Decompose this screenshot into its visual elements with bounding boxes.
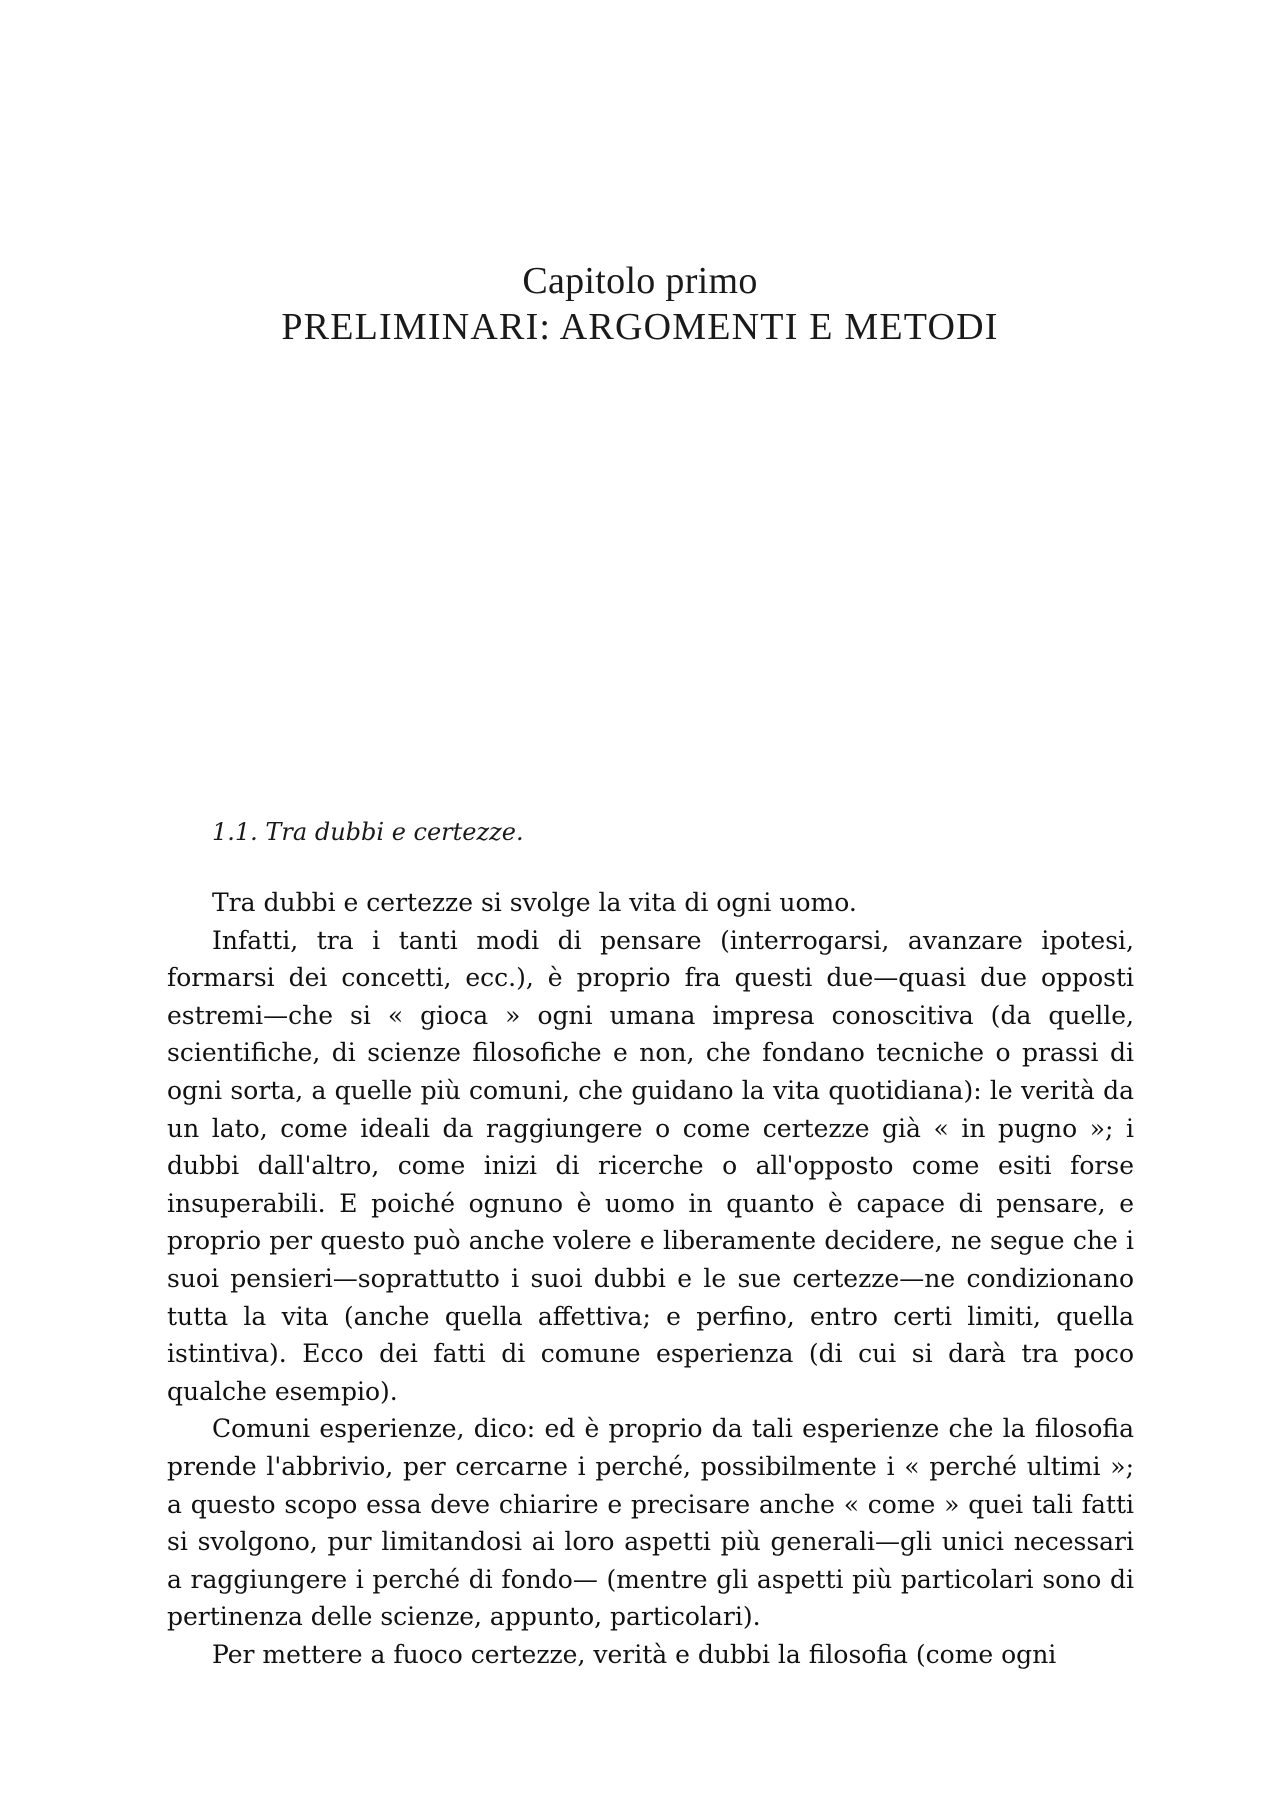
paragraph: Infatti, tra i tanti modi di pensare (interrogarsi, avanzare ipotesi, formarsi dei concetti, ecc.), è proprio fra questi due—quasi due opposti estremi—che si « gioca » ogni umana impresa conoscitiva (da quelle, scientifiche, di scienze filosofiche e non, che fondano tecniche o prassi di ogni sorta, a quelle più comuni, che guidano la vita quotidiana): le verità da un lato, come ideali da raggiungere o come certezze già « in pugno »; i dubbi dall'altro, come inizi di ricerche o all'opposto come esiti forse insuperabili. E poiché ognuno è uomo in quanto è capace di pensare, e proprio per questo può anche volere e liberamente decidere, ne segue che i suoi pensieri—soprattutto i suoi dubbi e le sue certezze—ne condizionano tutta la vita (anche quella affettiva; e perfino, entro certi limiti, quella istintiva). Ecco dei fatti di comune esperienza (di cui si darà tra poco qualche esempio). [167, 925, 1134, 1406]
chapter-label: Capitolo primo [522, 260, 758, 302]
paragraph: Comuni esperienze, dico: ed è proprio da tali esperienze che la filosofia prende l'abbrivio, per cercarne i perché, possibilmente i « perché ultimi »; a questo scopo essa deve chiarire e precisare anche « come » quei tali fatti si svolgono, pur limitandosi ai loro aspetti più generali—gli unici necessari a raggiungere i perché di fondo— (mentre gli aspetti più particolari sono di pertinenza delle scienze, appunto, particolari). [167, 1414, 1134, 1632]
paragraph: Tra dubbi e certezze si svolge la vita di ogni uomo. [212, 888, 857, 917]
chapter-title: PRELIMINARI: ARGOMENTI E METODI [281, 306, 999, 348]
section-heading: 1.1. Tra dubbi e certezze. [212, 818, 524, 846]
body-text [167, 884, 1134, 1673]
chapter-header [0, 258, 1280, 350]
paragraph: Per mettere a fuoco certezze, verità e dubbi la filosofia (come ogni [212, 1639, 1057, 1669]
